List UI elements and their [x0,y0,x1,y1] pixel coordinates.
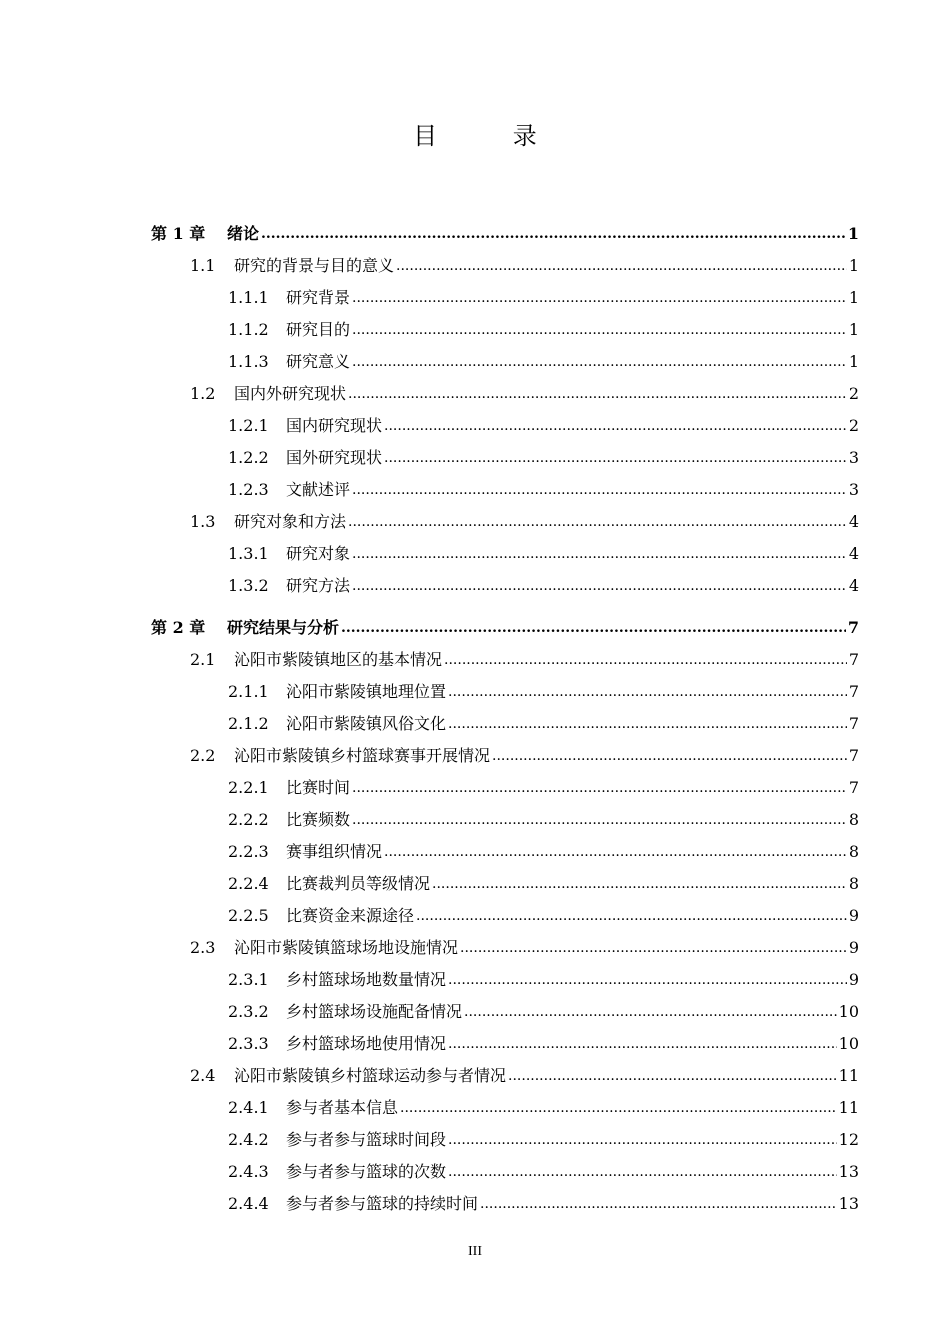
dot-leader [444,644,847,676]
toc-entry-title: 赛事组织情况 [286,842,383,861]
toc-entry[interactable] [228,1156,859,1188]
toc-entry-title: 沁阳市紫陵镇篮球场地设施情况 [234,938,459,957]
toc-entry-page: 9 [848,970,859,989]
toc-entry[interactable] [228,900,859,932]
page-title: 目 录 [413,122,571,150]
dot-leader [448,1156,837,1188]
toc-entry-title: 沁阳市紫陵镇乡村篮球运动参与者情况 [234,1066,507,1085]
toc-entry-number: 第 1 章 [151,224,206,243]
toc-entry[interactable] [190,932,859,964]
toc-entry-page: 10 [838,1002,859,1021]
dot-leader [432,868,847,900]
toc-entry-title: 沁阳市紫陵镇乡村篮球赛事开展情况 [234,746,491,765]
toc-entry-page: 7 [848,746,859,765]
toc-entry-page: 1 [848,256,859,275]
toc-entry-page: 7 [848,778,859,797]
toc-entry-page: 4 [848,512,859,531]
toc-entry-page: 7 [847,618,859,637]
toc-entry-number: 1.2.3 [228,480,269,499]
toc-entry[interactable] [228,346,859,378]
toc-entry-title: 研究方法 [286,576,351,595]
toc-entry-page: 9 [848,906,859,925]
toc-entry-number: 1.1.2 [228,320,269,339]
toc-entry[interactable] [228,836,859,868]
toc-entry-number: 2.4.2 [228,1130,269,1149]
toc-entry-title: 比赛裁判员等级情况 [286,874,431,893]
toc-entry-title: 沁阳市紫陵镇风俗文化 [286,714,447,733]
toc-entry-title: 国内研究现状 [286,416,383,435]
toc-entry[interactable] [228,676,859,708]
toc-entry[interactable] [228,1124,859,1156]
toc-entry-number: 2.4 [190,1066,216,1085]
toc-entry-page: 9 [848,938,859,957]
toc-entry-number: 2.2.5 [228,906,269,925]
toc-entry-page: 8 [848,810,859,829]
toc-entry-number: 2.3.2 [228,1002,269,1021]
toc-entry-page: 2 [848,384,859,403]
dot-leader [448,708,847,740]
toc-entry[interactable] [190,250,859,282]
toc-entry-title: 乡村篮球场地使用情况 [286,1034,447,1053]
toc-entry-page: 7 [848,714,859,733]
toc-entry-page: 7 [848,682,859,701]
toc-entry[interactable] [228,314,859,346]
toc-entry-title: 比赛资金来源途径 [286,906,415,925]
dot-leader [508,1060,837,1092]
toc-entry-number: 1.2.1 [228,416,269,435]
toc-entry-page: 4 [848,544,859,563]
toc-entry-number: 2.2.2 [228,810,269,829]
toc-entry-title: 研究的背景与目的意义 [234,256,395,275]
toc-entry[interactable] [190,1060,859,1092]
toc-entry-page: 3 [848,480,859,499]
toc-entry-number: 1.2 [190,384,216,403]
dot-leader [384,836,847,868]
page-number: III [468,1244,482,1259]
toc-entry-title: 研究目的 [286,320,351,339]
toc-entry-number: 2.2.1 [228,778,269,797]
toc-entry-page: 8 [848,874,859,893]
toc-entry-title: 比赛时间 [286,778,351,797]
toc-entry[interactable] [228,708,859,740]
toc-entry-page: 1 [848,352,859,371]
toc-entry-title: 国外研究现状 [286,448,383,467]
toc-entry-page: 11 [838,1066,859,1085]
toc-entry-title: 比赛频数 [286,810,351,829]
toc-entry-title: 沁阳市紫陵镇地理位置 [286,682,447,701]
toc-entry[interactable] [190,378,859,410]
toc-entry[interactable] [151,612,859,644]
toc-entry-page: 1 [848,288,859,307]
toc-entry[interactable] [228,996,859,1028]
dot-leader [448,676,847,708]
dot-leader [384,410,847,442]
toc-entry[interactable] [228,772,859,804]
toc-entry-number: 1.1.1 [228,288,269,307]
dot-leader [352,538,847,570]
toc-entry-title: 乡村篮球场地数量情况 [286,970,447,989]
toc-entry-title: 参与者参与篮球的持续时间 [286,1194,479,1213]
dot-leader [348,506,847,538]
dot-leader [400,1092,837,1124]
toc-entry-title: 研究结果与分析 [227,618,340,637]
toc-entry-title: 研究背景 [286,288,351,307]
toc-entry[interactable] [228,804,859,836]
toc-entry-number: 2.1 [190,650,216,669]
dot-leader [384,442,847,474]
toc-entry-number: 1.2.2 [228,448,269,467]
toc-entry-page: 12 [838,1130,859,1149]
toc-entry[interactable] [228,868,859,900]
toc-entry-number: 2.2 [190,746,216,765]
toc-entry-title: 沁阳市紫陵镇地区的基本情况 [234,650,443,669]
toc-entry-title: 国内外研究现状 [234,384,347,403]
toc-entry-number: 2.2.3 [228,842,269,861]
toc-entry[interactable] [190,506,859,538]
toc-entry-number: 2.3.3 [228,1034,269,1053]
toc-entry[interactable] [190,644,859,676]
toc-entry-page: 10 [838,1034,859,1053]
toc-entry[interactable] [228,282,859,314]
dot-leader [352,474,847,506]
toc-entry-number: 2.3 [190,938,216,957]
dot-leader [448,964,847,996]
dot-leader [492,740,847,772]
dot-leader [352,314,847,346]
dot-leader [416,900,847,932]
toc-entry[interactable] [228,442,859,474]
dot-leader [341,612,846,644]
dot-leader [352,772,847,804]
toc-entry[interactable] [151,218,859,250]
toc-entry-title: 研究对象和方法 [234,512,347,531]
toc-entry-number: 1.3.1 [228,544,269,563]
toc-entry-title: 乡村篮球场设施配备情况 [286,1002,463,1021]
toc-entry-number: 2.4.3 [228,1162,269,1181]
toc-entry-title: 绪论 [227,224,260,243]
toc-entry-page: 8 [848,842,859,861]
toc-entry-page: 7 [848,650,859,669]
toc-entry-number: 第 2 章 [151,618,206,637]
toc-entry-title: 参与者基本信息 [286,1098,399,1117]
dot-leader [480,1188,837,1220]
toc-entry[interactable] [228,964,859,996]
dot-leader [448,1124,837,1156]
toc-entry-number: 1.3 [190,512,216,531]
toc-entry-number: 1.1 [190,256,216,275]
toc-entry-number: 2.3.1 [228,970,269,989]
toc-entry-title: 参与者参与篮球的次数 [286,1162,447,1181]
toc-entry-page: 11 [838,1098,859,1117]
toc-entry-page: 13 [838,1194,859,1213]
dot-leader [352,282,847,314]
dot-leader [352,570,847,602]
toc-entry-number: 2.4.4 [228,1194,269,1213]
toc-entry-page: 13 [838,1162,859,1181]
toc-entry-page: 2 [848,416,859,435]
toc-entry[interactable] [190,740,859,772]
dot-leader [261,218,846,250]
toc-entry[interactable] [228,1092,859,1124]
toc-entry[interactable] [228,570,859,602]
toc-entry[interactable] [228,538,859,570]
toc-entry-number: 2.1.1 [228,682,269,701]
toc-entry-number: 2.2.4 [228,874,269,893]
toc-entry-page: 1 [847,224,859,243]
toc-entry-title: 研究对象 [286,544,351,563]
dot-leader [352,804,847,836]
toc-entry-title: 研究意义 [286,352,351,371]
toc-entry[interactable] [228,410,859,442]
toc-entry[interactable] [228,1188,859,1220]
dot-leader [352,346,847,378]
toc-entry-number: 1.1.3 [228,352,269,371]
dot-leader [464,996,837,1028]
toc-entry-page: 4 [848,576,859,595]
toc-entry-title: 文献述评 [286,480,351,499]
toc-entry-number: 2.1.2 [228,714,269,733]
toc-entry-page: 3 [848,448,859,467]
toc-entry-number: 1.3.2 [228,576,269,595]
dot-leader [348,378,847,410]
toc-entry-page: 1 [848,320,859,339]
dot-leader [448,1028,837,1060]
toc-entry-title: 参与者参与篮球时间段 [286,1130,447,1149]
toc-entry[interactable] [228,1028,859,1060]
dot-leader [460,932,847,964]
toc-entry[interactable] [228,474,859,506]
toc-entry-number: 2.4.1 [228,1098,269,1117]
dot-leader [396,250,847,282]
